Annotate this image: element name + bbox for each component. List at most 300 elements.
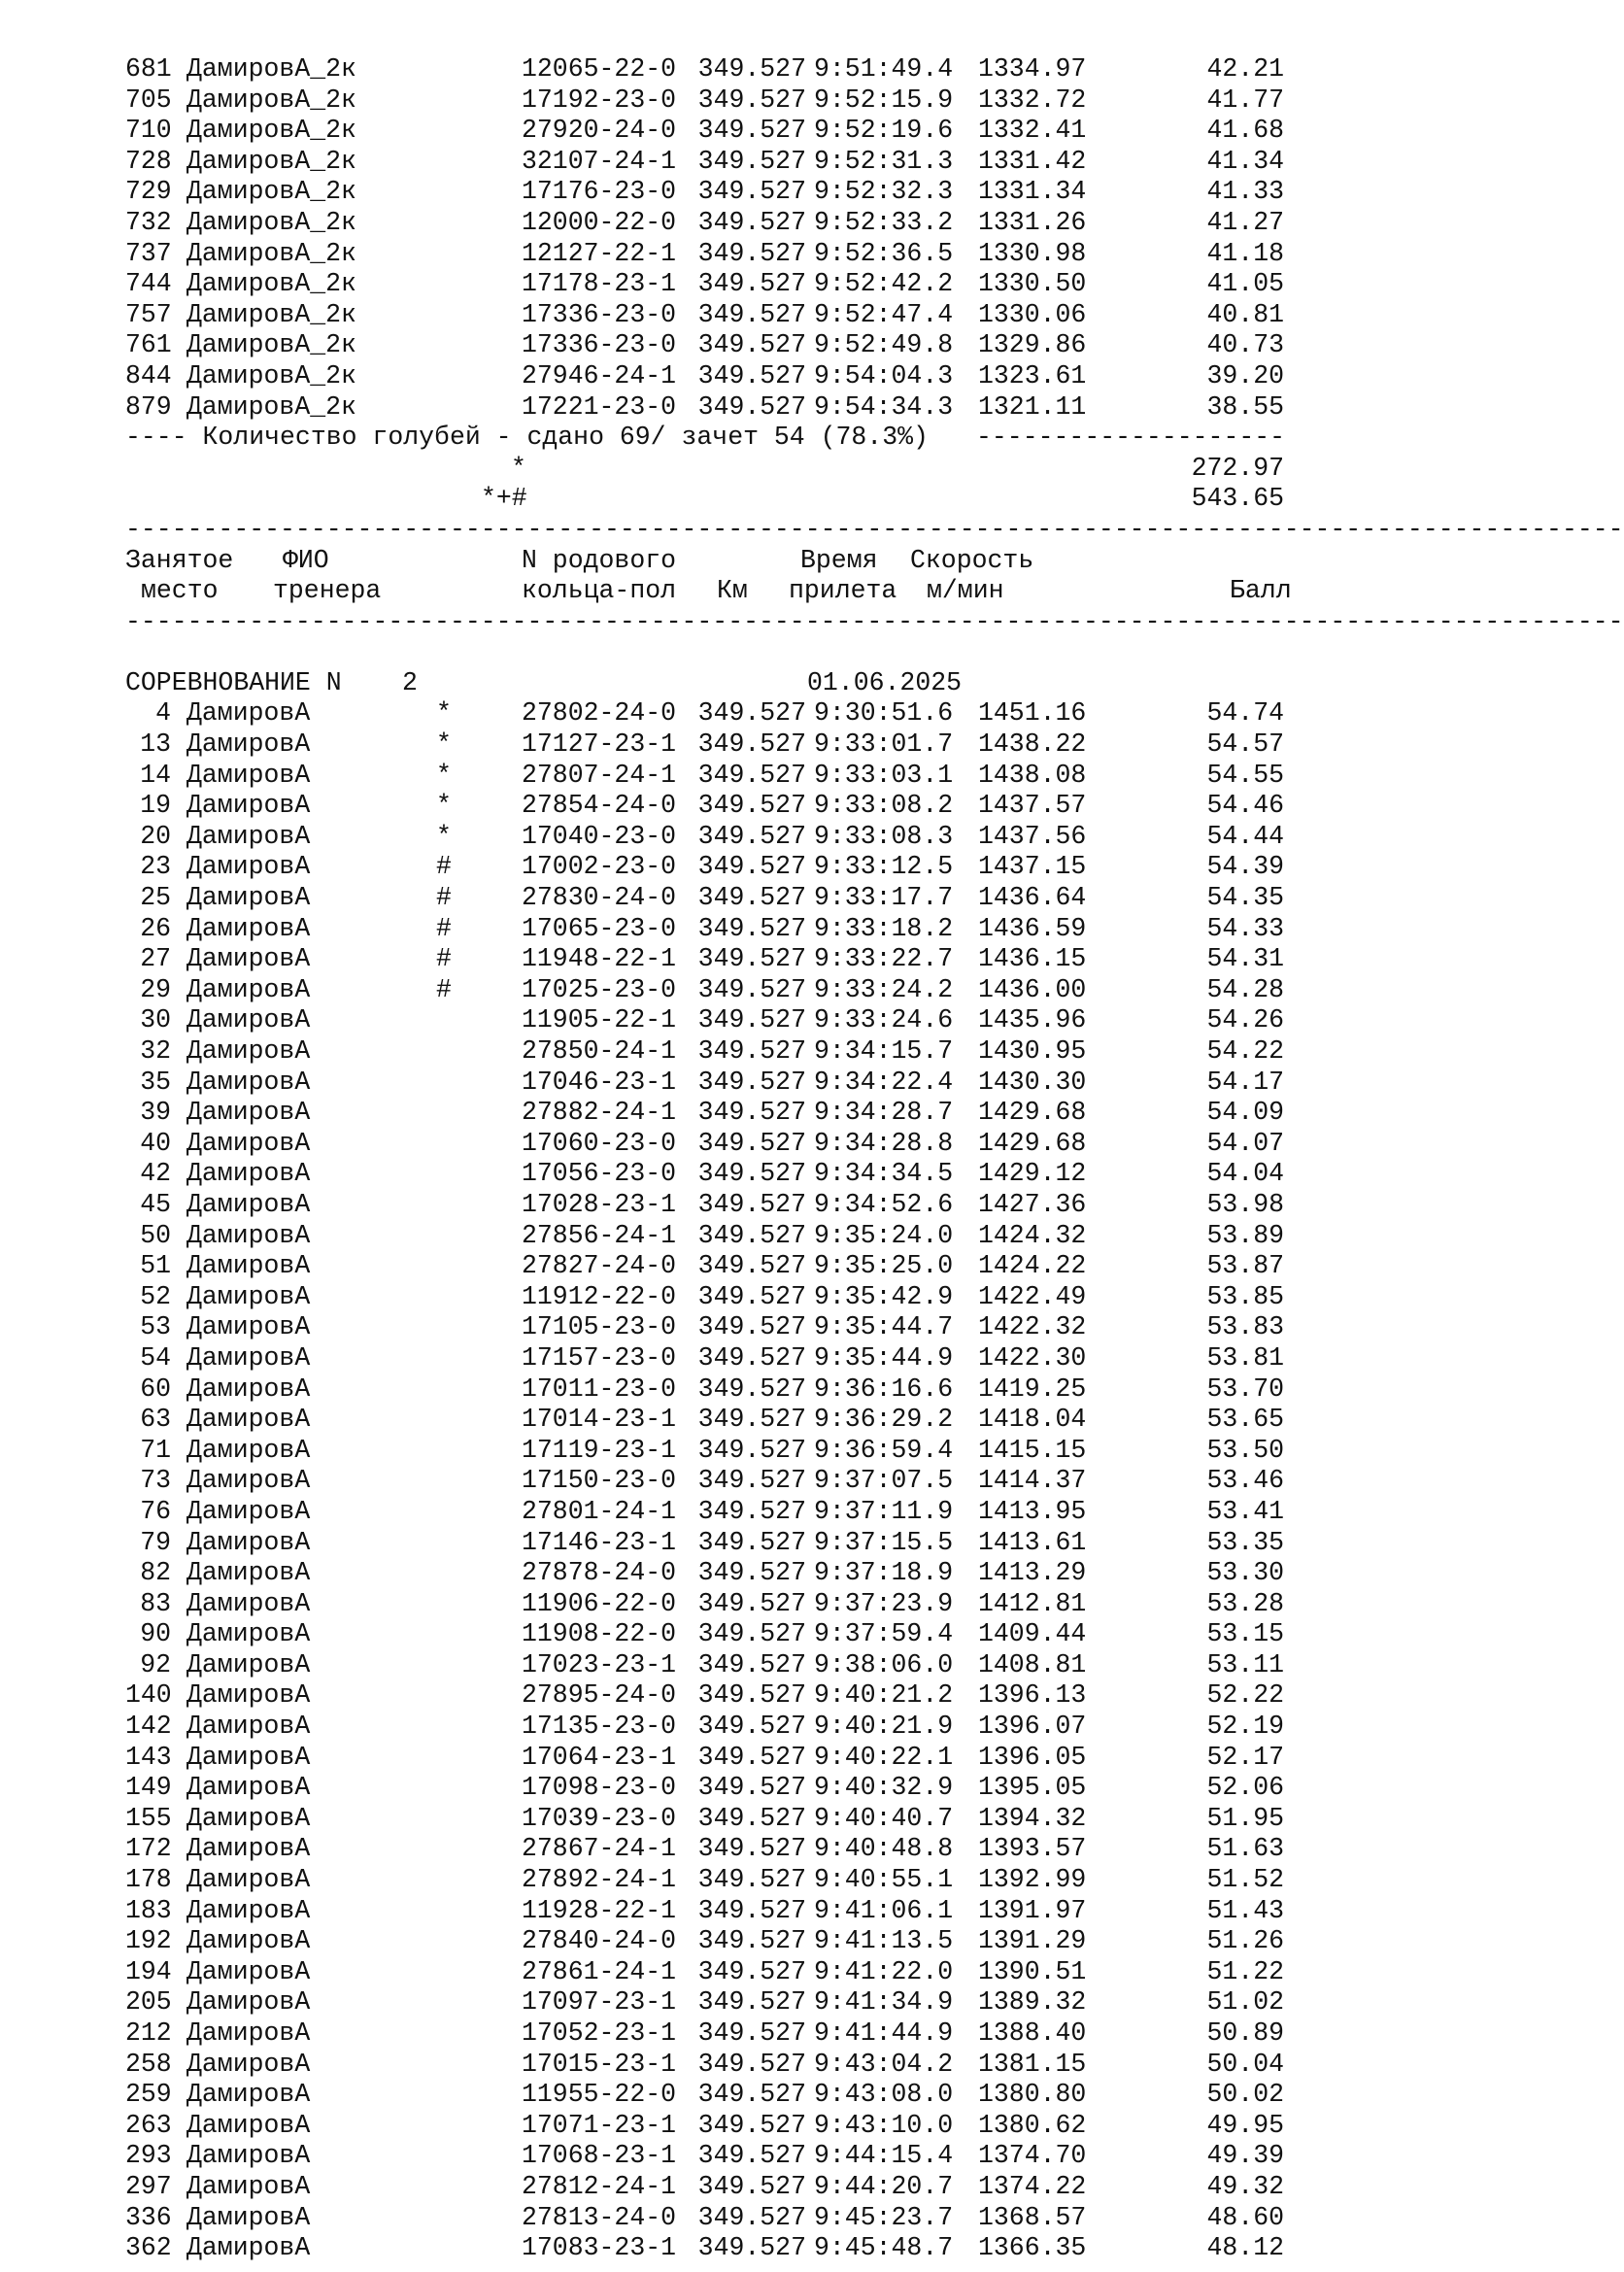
- cell-km: 349.527: [697, 1159, 806, 1189]
- cell-speed: 1330.98: [978, 238, 1087, 268]
- cell-speed: 1374.70: [978, 2141, 1087, 2171]
- cell-ring: 17052-23-1: [522, 2018, 677, 2048]
- cell-km: 349.527: [697, 1558, 806, 1588]
- cell-points: 54.04: [1206, 1159, 1284, 1189]
- cell-points: 41.18: [1206, 238, 1284, 268]
- cell-points: 51.26: [1206, 1926, 1284, 1956]
- cell-ring: 27946-24-1: [522, 360, 677, 390]
- cell-time: 9:43:04.2: [814, 2049, 954, 2079]
- cell-mark: #: [436, 852, 452, 882]
- cell-km: 349.527: [697, 1712, 806, 1742]
- table-row: [125, 944, 1310, 975]
- cell-km: 349.527: [697, 1649, 806, 1679]
- table-row: [125, 269, 1310, 300]
- cell-time: 9:52:36.5: [814, 238, 954, 268]
- cell-place: 143: [125, 1742, 172, 1772]
- cell-place: 844: [125, 360, 172, 390]
- cell-points: 54.55: [1206, 760, 1284, 790]
- cell-place: 297: [125, 2171, 172, 2201]
- cell-name: ДамировА: [186, 883, 311, 913]
- col-header-name: тренера: [273, 576, 382, 606]
- cell-points: 54.35: [1206, 883, 1284, 913]
- table-row: [125, 392, 1310, 424]
- cell-name: ДамировА: [186, 944, 311, 974]
- cell-ring: 17098-23-0: [522, 1773, 677, 1803]
- cell-km: 349.527: [697, 391, 806, 422]
- cell-name: ДамировА: [186, 1435, 311, 1465]
- table-row: [125, 883, 1310, 914]
- table-row: [125, 1865, 1310, 1896]
- table-row: [125, 1896, 1310, 1927]
- cell-ring: 27827-24-0: [522, 1251, 677, 1281]
- table-row: [125, 1190, 1310, 1221]
- table-row: [125, 1957, 1310, 1988]
- cell-name: ДамировА: [186, 1987, 311, 2018]
- cell-name: ДамировА: [186, 1036, 311, 1066]
- cell-place: 45: [140, 1189, 171, 1219]
- cell-name: ДамировА: [186, 1312, 311, 1342]
- cell-points: 49.39: [1206, 2141, 1284, 2171]
- cell-ring: 17336-23-0: [522, 330, 677, 360]
- cell-name: ДамировА: [186, 852, 311, 882]
- cell-name: ДамировА_2к: [186, 177, 356, 207]
- cell-time: 9:43:08.0: [814, 2080, 954, 2110]
- table-row: [125, 1743, 1310, 1774]
- cell-name: ДамировА: [186, 1342, 311, 1373]
- cell-km: 349.527: [697, 299, 806, 329]
- cell-place: 13: [140, 729, 171, 760]
- col-header-time: прилета: [789, 576, 897, 606]
- table-row: [125, 1528, 1310, 1559]
- cell-km: 349.527: [697, 2018, 806, 2048]
- cell-points: 38.55: [1206, 391, 1284, 422]
- col-header-place: Занятое: [125, 545, 234, 575]
- cell-place: 52: [140, 1281, 171, 1311]
- cell-ring: 27895-24-0: [522, 1680, 677, 1711]
- cell-place: 29: [140, 974, 171, 1004]
- cell-ring: 12000-22-0: [522, 207, 677, 237]
- cell-place: 20: [140, 821, 171, 851]
- cell-place: 82: [140, 1558, 171, 1588]
- cell-ring: 17060-23-0: [522, 1128, 677, 1158]
- cell-time: 9:34:15.7: [814, 1036, 954, 1066]
- cell-place: 710: [125, 116, 172, 146]
- cell-speed: 1380.80: [978, 2080, 1087, 2110]
- table-row: [125, 1650, 1310, 1681]
- cell-name: ДамировА: [186, 1527, 311, 1557]
- cell-name: ДамировА: [186, 1067, 311, 1097]
- cell-ring: 17178-23-1: [522, 269, 677, 299]
- cell-place: 54: [140, 1342, 171, 1373]
- cell-speed: 1395.05: [978, 1773, 1087, 1803]
- cell-time: 9:45:48.7: [814, 2233, 954, 2263]
- cell-place: 32: [140, 1036, 171, 1066]
- cell-speed: 1413.95: [978, 1496, 1087, 1526]
- cell-name: ДамировА: [186, 1742, 311, 1772]
- table-row: [125, 1987, 1310, 2018]
- cell-km: 349.527: [697, 2080, 806, 2110]
- cell-speed: 1424.22: [978, 1251, 1087, 1281]
- total-value: 543.65: [1191, 484, 1284, 514]
- cell-speed: 1394.32: [978, 1803, 1087, 1833]
- cell-time: 9:52:32.3: [814, 177, 954, 207]
- cell-points: 52.22: [1206, 1680, 1284, 1711]
- cell-points: 50.89: [1206, 2018, 1284, 2048]
- cell-mark: *: [436, 821, 452, 851]
- cell-km: 349.527: [697, 1680, 806, 1711]
- cell-name: ДамировА: [186, 1128, 311, 1158]
- cell-time: 9:54:04.3: [814, 360, 954, 390]
- cell-place: 35: [140, 1067, 171, 1097]
- cell-ring: 11912-22-0: [522, 1281, 677, 1311]
- cell-time: 9:40:22.1: [814, 1742, 954, 1772]
- cell-speed: 1429.12: [978, 1159, 1087, 1189]
- cell-place: 50: [140, 1220, 171, 1250]
- cell-place: 336: [125, 2202, 172, 2232]
- divider: -------------------------------------------------------------------------------------------------: [125, 514, 1624, 544]
- cell-km: 349.527: [697, 1281, 806, 1311]
- cell-time: 9:33:01.7: [814, 729, 954, 760]
- cell-ring: 17064-23-1: [522, 1742, 677, 1772]
- table-row: [125, 85, 1310, 117]
- table-row: [125, 761, 1310, 792]
- table-row: [125, 852, 1310, 883]
- cell-speed: 1334.97: [978, 54, 1087, 84]
- cell-place: 194: [125, 1956, 172, 1986]
- cell-time: 9:52:31.3: [814, 146, 954, 176]
- cell-name: ДамировА: [186, 2110, 311, 2140]
- cell-points: 51.43: [1206, 1895, 1284, 1925]
- cell-km: 349.527: [697, 177, 806, 207]
- cell-points: 54.22: [1206, 1036, 1284, 1066]
- cell-points: 52.19: [1206, 1712, 1284, 1742]
- cell-speed: 1435.96: [978, 1005, 1087, 1035]
- cell-km: 349.527: [697, 944, 806, 974]
- cell-points: 54.39: [1206, 852, 1284, 882]
- cell-name: ДамировА_2к: [186, 207, 356, 237]
- cell-km: 349.527: [697, 116, 806, 146]
- cell-ring: 11905-22-1: [522, 1005, 677, 1035]
- cell-km: 349.527: [697, 1527, 806, 1557]
- cell-place: 212: [125, 2018, 172, 2048]
- cell-name: ДамировА: [186, 2018, 311, 2048]
- cell-time: 9:33:22.7: [814, 944, 954, 974]
- cell-time: 9:52:49.8: [814, 330, 954, 360]
- results-section-1: [125, 54, 1310, 423]
- cell-speed: 1392.99: [978, 1865, 1087, 1895]
- cell-name: ДамировА: [186, 1159, 311, 1189]
- cell-ring: 27878-24-0: [522, 1558, 677, 1588]
- cell-km: 349.527: [697, 1373, 806, 1404]
- cell-name: ДамировА: [186, 1558, 311, 1588]
- table-row: [125, 1436, 1310, 1467]
- cell-km: 349.527: [697, 1588, 806, 1618]
- cell-name: ДамировА: [186, 1281, 311, 1311]
- cell-ring: 11908-22-0: [522, 1619, 677, 1649]
- cell-time: 9:40:21.2: [814, 1680, 954, 1711]
- cell-km: 349.527: [697, 2202, 806, 2232]
- cell-name: ДамировА: [186, 1405, 311, 1435]
- cell-points: 53.65: [1206, 1405, 1284, 1435]
- cell-place: 744: [125, 269, 172, 299]
- table-row: [125, 177, 1310, 208]
- cell-name: ДамировА: [186, 2080, 311, 2110]
- cell-time: 9:41:06.1: [814, 1895, 954, 1925]
- cell-speed: 1437.56: [978, 821, 1087, 851]
- cell-points: 53.83: [1206, 1312, 1284, 1342]
- cell-time: 9:37:15.5: [814, 1527, 954, 1557]
- table-row: [125, 330, 1310, 361]
- cell-speed: 1368.57: [978, 2202, 1087, 2232]
- cell-points: 53.89: [1206, 1220, 1284, 1250]
- col-header-place: место: [141, 576, 219, 606]
- cell-km: 349.527: [697, 1496, 806, 1526]
- cell-km: 349.527: [697, 269, 806, 299]
- cell-ring: 17011-23-0: [522, 1373, 677, 1404]
- cell-speed: 1437.57: [978, 791, 1087, 821]
- cell-speed: 1419.25: [978, 1373, 1087, 1404]
- cell-speed: 1330.50: [978, 269, 1087, 299]
- cell-name: ДамировА: [186, 1649, 311, 1679]
- cell-ring: 17071-23-1: [522, 2110, 677, 2140]
- cell-points: 42.21: [1206, 54, 1284, 84]
- table-row: [125, 791, 1310, 822]
- cell-name: ДамировА: [186, 1373, 311, 1404]
- cell-points: 54.33: [1206, 913, 1284, 943]
- cell-speed: 1436.59: [978, 913, 1087, 943]
- table-row: [125, 361, 1310, 392]
- cell-time: 9:35:42.9: [814, 1281, 954, 1311]
- cell-name: ДамировА_2к: [186, 269, 356, 299]
- cell-speed: 1374.22: [978, 2171, 1087, 2201]
- cell-name: ДамировА: [186, 1926, 311, 1956]
- cell-ring: 17025-23-0: [522, 974, 677, 1004]
- cell-km: 349.527: [697, 1926, 806, 1956]
- cell-name: ДамировА_2к: [186, 54, 356, 84]
- cell-time: 9:34:22.4: [814, 1067, 954, 1097]
- cell-ring: 17040-23-0: [522, 821, 677, 851]
- cell-ring: 17028-23-1: [522, 1189, 677, 1219]
- competition-number: 2: [402, 667, 418, 697]
- table-row: [125, 2050, 1310, 2081]
- cell-name: ДамировА: [186, 791, 311, 821]
- cell-km: 349.527: [697, 974, 806, 1004]
- cell-points: 39.20: [1206, 360, 1284, 390]
- cell-ring: 17157-23-0: [522, 1342, 677, 1373]
- cell-km: 349.527: [697, 54, 806, 84]
- cell-place: 681: [125, 54, 172, 84]
- cell-points: 53.87: [1206, 1251, 1284, 1281]
- cell-place: 30: [140, 1005, 171, 1035]
- cell-mark: *: [436, 760, 452, 790]
- table-row: [125, 1405, 1310, 1436]
- cell-time: 9:33:17.7: [814, 883, 954, 913]
- cell-points: 52.06: [1206, 1773, 1284, 1803]
- cell-points: 51.95: [1206, 1803, 1284, 1833]
- cell-place: 259: [125, 2080, 172, 2110]
- cell-points: 54.31: [1206, 944, 1284, 974]
- table-row: [125, 1619, 1310, 1650]
- cell-name: ДамировА_2к: [186, 238, 356, 268]
- cell-speed: 1429.68: [978, 1098, 1087, 1128]
- cell-speed: 1422.32: [978, 1312, 1087, 1342]
- cell-speed: 1436.00: [978, 974, 1087, 1004]
- cell-km: 349.527: [697, 1128, 806, 1158]
- cell-points: 48.12: [1206, 2233, 1284, 2263]
- cell-points: 54.46: [1206, 791, 1284, 821]
- cell-place: 25: [140, 883, 171, 913]
- table-row: [125, 975, 1310, 1006]
- cell-speed: 1390.51: [978, 1956, 1087, 1986]
- cell-km: 349.527: [697, 883, 806, 913]
- cell-mark: #: [436, 913, 452, 943]
- cell-km: 349.527: [697, 1220, 806, 1250]
- cell-place: 205: [125, 1987, 172, 2018]
- pigeon-count-summary: Количество голубей - сдано 69/ зачет 54 (78.3%): [202, 423, 929, 453]
- cell-speed: 1415.15: [978, 1435, 1087, 1465]
- cell-name: ДамировА: [186, 974, 311, 1004]
- cell-ring: 11906-22-0: [522, 1588, 677, 1618]
- results-section-2: [125, 698, 1310, 2263]
- cell-ring: 12127-22-1: [522, 238, 677, 268]
- cell-points: 41.27: [1206, 207, 1284, 237]
- cell-speed: 1321.11: [978, 391, 1087, 422]
- cell-points: 53.50: [1206, 1435, 1284, 1465]
- total-line-star-plus-hash: [125, 484, 1310, 515]
- table-row: [125, 2111, 1310, 2142]
- divider: -------------------------------------------------------------------------------------------------: [125, 606, 1624, 636]
- cell-time: 9:51:49.4: [814, 54, 954, 84]
- cell-speed: 1331.42: [978, 146, 1087, 176]
- cell-time: 9:36:29.2: [814, 1405, 954, 1435]
- table-row: [125, 1374, 1310, 1406]
- table-header-line-1: [125, 546, 1310, 577]
- table-row: [125, 1129, 1310, 1160]
- cell-name: ДамировА: [186, 1251, 311, 1281]
- cell-time: 9:34:34.5: [814, 1159, 954, 1189]
- cell-place: 76: [140, 1496, 171, 1526]
- cell-km: 349.527: [697, 1342, 806, 1373]
- cell-time: 9:41:13.5: [814, 1926, 954, 1956]
- table-row: [125, 1005, 1310, 1036]
- cell-speed: 1330.06: [978, 299, 1087, 329]
- cell-name: ДамировА: [186, 1496, 311, 1526]
- table-row: [125, 1773, 1310, 1804]
- cell-ring: 17068-23-1: [522, 2141, 677, 2171]
- cell-name: ДамировА: [186, 2049, 311, 2079]
- cell-name: ДамировА: [186, 913, 311, 943]
- cell-place: 178: [125, 1865, 172, 1895]
- cell-place: 19: [140, 791, 171, 821]
- competition-header: [125, 668, 1310, 699]
- competition-date: 01.06.2025: [807, 667, 963, 697]
- cell-points: 53.35: [1206, 1527, 1284, 1557]
- cell-time: 9:54:34.3: [814, 391, 954, 422]
- cell-ring: 27856-24-1: [522, 1220, 677, 1250]
- cell-speed: 1437.15: [978, 852, 1087, 882]
- cell-km: 349.527: [697, 1312, 806, 1342]
- cell-name: ДамировА: [186, 1189, 311, 1219]
- cell-km: 349.527: [697, 791, 806, 821]
- cell-place: 879: [125, 391, 172, 422]
- cell-ring: 17176-23-0: [522, 177, 677, 207]
- cell-place: 757: [125, 299, 172, 329]
- cell-speed: 1408.81: [978, 1649, 1087, 1679]
- cell-speed: 1396.05: [978, 1742, 1087, 1772]
- cell-place: 362: [125, 2233, 172, 2263]
- cell-ring: 17015-23-1: [522, 2049, 677, 2079]
- cell-place: 155: [125, 1803, 172, 1833]
- spacer: [125, 637, 1310, 668]
- cell-points: 54.09: [1206, 1098, 1284, 1128]
- cell-time: 9:37:07.5: [814, 1466, 954, 1496]
- cell-time: 9:41:22.0: [814, 1956, 954, 1986]
- cell-speed: 1418.04: [978, 1405, 1087, 1435]
- cell-km: 349.527: [697, 2233, 806, 2263]
- cell-time: 9:34:28.7: [814, 1098, 954, 1128]
- cell-points: 54.28: [1206, 974, 1284, 1004]
- cell-ring: 17105-23-0: [522, 1312, 677, 1342]
- cell-time: 9:40:21.9: [814, 1712, 954, 1742]
- cell-points: 41.33: [1206, 177, 1284, 207]
- cell-km: 349.527: [697, 2049, 806, 2079]
- cell-ring: 17336-23-0: [522, 299, 677, 329]
- col-header-name: ФИО: [283, 545, 329, 575]
- cell-time: 9:40:48.8: [814, 1834, 954, 1864]
- cell-speed: 1451.16: [978, 698, 1087, 729]
- cell-place: 92: [140, 1649, 171, 1679]
- cell-speed: 1396.13: [978, 1680, 1087, 1711]
- cell-ring: 27854-24-0: [522, 791, 677, 821]
- cell-km: 349.527: [697, 821, 806, 851]
- cell-speed: 1396.07: [978, 1712, 1087, 1742]
- cell-name: ДамировА: [186, 2141, 311, 2171]
- cell-km: 349.527: [697, 1987, 806, 2018]
- cell-speed: 1430.30: [978, 1067, 1087, 1097]
- cell-km: 349.527: [697, 698, 806, 729]
- total-marker: *: [511, 453, 526, 483]
- cell-time: 9:37:23.9: [814, 1588, 954, 1618]
- cell-place: 27: [140, 944, 171, 974]
- col-header-time: Время: [800, 545, 878, 575]
- table-row: [125, 1834, 1310, 1865]
- cell-place: 140: [125, 1680, 172, 1711]
- cell-time: 9:35:44.7: [814, 1312, 954, 1342]
- cell-points: 40.73: [1206, 330, 1284, 360]
- cell-speed: 1436.64: [978, 883, 1087, 913]
- cell-name: ДамировА: [186, 2171, 311, 2201]
- cell-points: 53.85: [1206, 1281, 1284, 1311]
- cell-place: 73: [140, 1466, 171, 1496]
- cell-time: 9:37:59.4: [814, 1619, 954, 1649]
- cell-ring: 27861-24-1: [522, 1956, 677, 1986]
- table-row: [125, 1804, 1310, 1835]
- cell-points: 50.04: [1206, 2049, 1284, 2079]
- cell-points: 40.81: [1206, 299, 1284, 329]
- cell-place: 42: [140, 1159, 171, 1189]
- cell-time: 9:43:10.0: [814, 2110, 954, 2140]
- table-row: [125, 2080, 1310, 2111]
- table-row: [125, 1312, 1310, 1343]
- cell-name: ДамировА_2к: [186, 391, 356, 422]
- cell-points: 53.70: [1206, 1373, 1284, 1404]
- cell-points: 53.81: [1206, 1342, 1284, 1373]
- table-row: [125, 1680, 1310, 1712]
- table-row: [125, 1712, 1310, 1743]
- cell-km: 349.527: [697, 330, 806, 360]
- cell-ring: 12065-22-0: [522, 54, 677, 84]
- cell-ring: 27802-24-0: [522, 698, 677, 729]
